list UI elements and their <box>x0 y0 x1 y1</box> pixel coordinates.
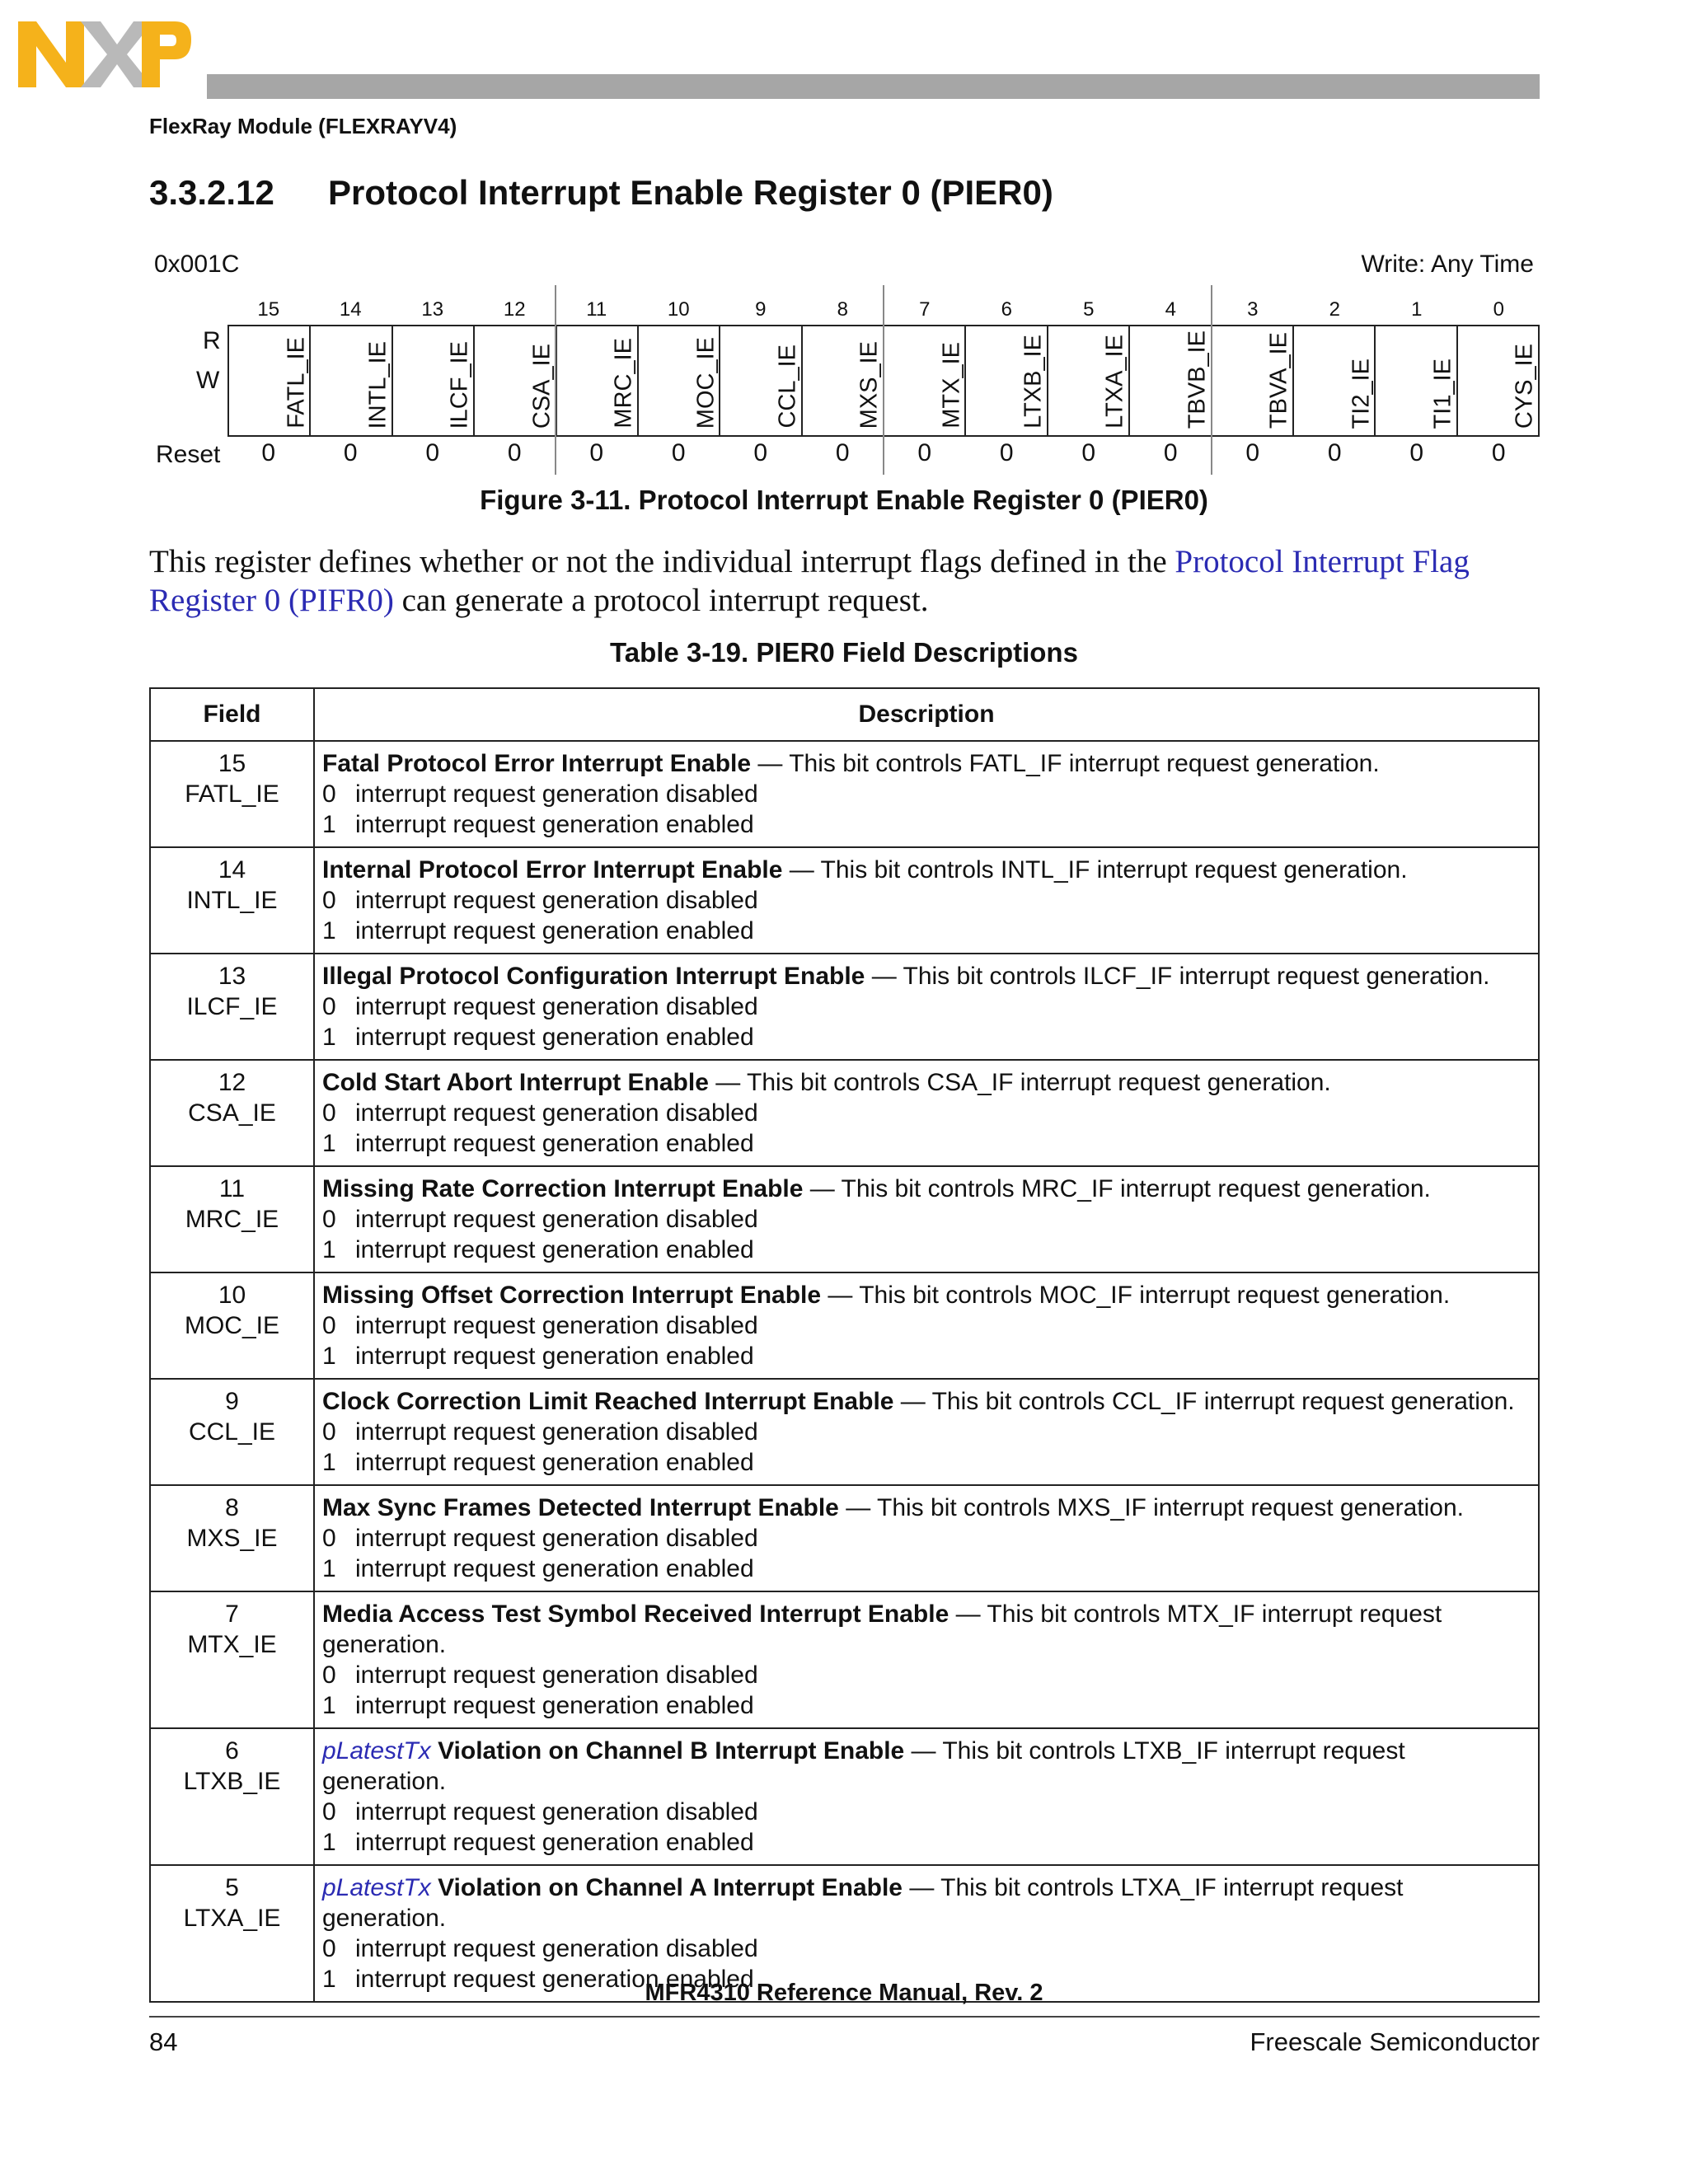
intro-text: This register defines whether or not the individual interrupt flags defined in the <box>149 544 1175 579</box>
field-name: INTL_IE <box>186 887 278 914</box>
reset-value: 0 <box>261 439 276 466</box>
bit-number: 6 <box>1001 298 1012 321</box>
field-title: Internal Protocol Error Interrupt Enable <box>322 856 783 883</box>
bit-field-cell <box>1130 326 1212 435</box>
bit-field-name: LTXB_IE <box>1020 335 1047 429</box>
bit-number: 13 <box>421 298 444 321</box>
bit-field-name: TI2_IE <box>1348 358 1375 429</box>
field-text: — This bit controls ILCF_IF interrupt request generation. <box>865 963 1490 990</box>
field-cell <box>150 1591 314 1728</box>
field-bit: 15 <box>218 750 246 777</box>
bit-number: 12 <box>503 298 526 321</box>
table-header-row <box>150 688 1539 741</box>
field-bit: 14 <box>218 856 246 883</box>
row-label-read: R <box>203 327 221 354</box>
bit-number: 1 <box>1411 298 1423 321</box>
field-cell <box>150 1060 314 1166</box>
description-cell <box>314 1485 1539 1591</box>
field-text: — This bit controls MRC_IF interrupt request generation. <box>803 1175 1431 1202</box>
field-name: CSA_IE <box>188 1099 276 1127</box>
bit-field-name: ILCF_IE <box>446 340 473 429</box>
bit-field-name: TBVA_IE <box>1265 331 1292 429</box>
reset-value: 0 <box>1081 439 1096 466</box>
field-bit: 5 <box>225 1874 239 1901</box>
field-text: — This bit controls MXS_IF interrupt request generation. <box>838 1494 1465 1521</box>
option-disabled: 0 interrupt request generation disabled <box>322 1418 758 1446</box>
option-enabled: 1 interrupt request generation enabled <box>322 1236 754 1263</box>
reset-value: 0 <box>507 439 522 466</box>
field-title: Illegal Protocol Configuration Interrupt Enable <box>322 963 865 990</box>
bit-field-name: MTX_IE <box>938 342 965 429</box>
bit-number: 10 <box>667 298 690 321</box>
description-cell <box>314 1060 1539 1166</box>
page-number: 84 <box>149 2027 178 2056</box>
description-cell <box>314 741 1539 847</box>
option-disabled: 0 interrupt request generation disabled <box>322 1798 758 1825</box>
intro-text: can generate a protocol interrupt request. <box>393 583 929 618</box>
table-row <box>150 847 1539 954</box>
option-disabled: 0 interrupt request generation disabled <box>322 993 758 1020</box>
bit-number: 11 <box>586 298 607 321</box>
field-text: — This bit controls FATL_IF interrupt request generation. <box>751 750 1380 777</box>
table-row <box>150 1060 1539 1166</box>
field-title-italic: pLatestTx <box>322 1737 431 1765</box>
description-cell <box>314 1728 1539 1865</box>
field-cell <box>150 1379 314 1485</box>
option-enabled: 1 interrupt request generation enabled <box>322 1692 754 1719</box>
header-bar <box>207 74 1540 99</box>
field-title: Missing Offset Correction Interrupt Enable <box>322 1282 822 1309</box>
field-name: LTXB_IE <box>183 1768 281 1795</box>
option-enabled: 1 interrupt request generation enabled <box>322 1449 754 1476</box>
bit-field-cell <box>475 326 556 435</box>
field-bit: 13 <box>218 963 246 990</box>
reset-value: 0 <box>1409 439 1424 466</box>
bit-field-name: MXS_IE <box>856 340 883 429</box>
description-cell <box>314 1591 1539 1728</box>
option-enabled: 1 interrupt request generation enabled <box>322 1130 754 1157</box>
row-label-reset: Reset <box>156 441 221 468</box>
field-bit: 8 <box>225 1494 239 1521</box>
section-heading <box>149 173 1053 213</box>
nibble-divider <box>883 285 884 475</box>
field-description-table <box>149 687 1540 2003</box>
bit-number: 8 <box>837 298 848 321</box>
bit-field-name: FATL_IE <box>283 337 310 429</box>
option-disabled: 0 interrupt request generation disabled <box>322 887 758 914</box>
bit-field-name: CSA_IE <box>528 343 556 429</box>
nibble-divider <box>1211 285 1212 475</box>
nibble-divider <box>555 285 556 475</box>
field-bit: 6 <box>225 1737 239 1765</box>
bit-field-cell <box>639 326 720 435</box>
bit-field-name: MRC_IE <box>610 338 637 429</box>
field-text: — This bit controls CCL_IF interrupt request generation. <box>893 1388 1515 1415</box>
table-row <box>150 1379 1539 1485</box>
column-header-field: Field <box>150 688 314 741</box>
field-name: FATL_IE <box>185 780 279 808</box>
field-text: — This bit controls INTL_IF interrupt request generation. <box>782 856 1408 883</box>
field-title: Cold Start Abort Interrupt Enable <box>322 1069 709 1096</box>
field-bit: 7 <box>225 1601 239 1628</box>
field-title: Fatal Protocol Error Interrupt Enable <box>322 750 752 777</box>
reset-value: 0 <box>425 439 440 466</box>
description-cell <box>314 1166 1539 1272</box>
field-title-italic: pLatestTx <box>322 1874 431 1901</box>
reset-value: 0 <box>999 439 1014 466</box>
field-bit: 11 <box>218 1175 246 1202</box>
field-title: Media Access Test Symbol Received Interrupt Enable <box>322 1601 950 1628</box>
field-title: Missing Rate Correction Interrupt Enable <box>322 1175 804 1202</box>
table-row <box>150 1591 1539 1728</box>
field-bit: 10 <box>218 1282 246 1309</box>
bit-field-cell <box>966 326 1048 435</box>
option-enabled: 1 interrupt request generation enabled <box>322 811 754 838</box>
bit-number: 7 <box>919 298 931 321</box>
nxp-logo <box>18 21 191 87</box>
footer-manual-title: MFR4310 Reference Manual, Rev. 2 <box>645 1980 1043 2006</box>
field-cell <box>150 847 314 954</box>
figure-caption: Figure 3-11. Protocol Interrupt Enable Register 0 (PIER0) <box>480 485 1208 515</box>
reset-value: 0 <box>1245 439 1260 466</box>
bit-field-cell <box>1212 326 1294 435</box>
bit-field-name: CCL_IE <box>774 344 801 429</box>
option-disabled: 0 interrupt request generation disabled <box>322 1525 758 1552</box>
register-address: 0x001C <box>154 251 240 278</box>
field-cell <box>150 741 314 847</box>
option-enabled: 1 interrupt request generation enabled <box>322 1966 754 1993</box>
option-disabled: 0 interrupt request generation disabled <box>322 1935 758 1962</box>
option-enabled: 1 interrupt request generation enabled <box>322 1829 754 1856</box>
reset-value: 0 <box>917 439 932 466</box>
bit-number: 3 <box>1247 298 1259 321</box>
description-cell <box>314 1272 1539 1379</box>
bit-number: 5 <box>1083 298 1095 321</box>
option-enabled: 1 interrupt request generation enabled <box>322 1555 754 1582</box>
reset-value: 0 <box>1491 439 1506 466</box>
option-enabled: 1 interrupt request generation enabled <box>322 1024 754 1051</box>
field-name: MRC_IE <box>185 1206 279 1233</box>
option-disabled: 0 interrupt request generation disabled <box>322 780 758 808</box>
bit-number: 2 <box>1329 298 1340 321</box>
bit-field-cell <box>393 326 475 435</box>
field-text: — This bit controls LTXB_IF interrupt request generation. <box>322 1737 1405 1795</box>
field-name: ILCF_IE <box>186 993 278 1020</box>
bit-number: 9 <box>755 298 767 321</box>
option-disabled: 0 interrupt request generation disabled <box>322 1312 758 1339</box>
reset-value: 0 <box>835 439 850 466</box>
reset-value: 0 <box>1327 439 1342 466</box>
bit-field-cell <box>803 326 884 435</box>
pifr0-link[interactable]: Protocol Interrupt Flag Register 0 (PIFR0) <box>149 544 1470 618</box>
table-row <box>150 1166 1539 1272</box>
bit-field-cell <box>1458 326 1538 435</box>
bit-field-cell <box>1048 326 1130 435</box>
register-access: Write: Any Time <box>1361 251 1534 278</box>
row-label-write: W <box>196 367 220 394</box>
bit-field-name: TI1_IE <box>1429 358 1456 429</box>
field-title: Violation on Channel A Interrupt Enable <box>430 1874 903 1901</box>
option-enabled: 1 interrupt request generation enabled <box>322 1343 754 1370</box>
bit-field-name: LTXA_IE <box>1101 335 1128 429</box>
option-enabled: 1 interrupt request generation enabled <box>322 917 754 944</box>
field-name: LTXA_IE <box>183 1905 281 1932</box>
table-row <box>150 1728 1539 1865</box>
bit-field-name: TBVB_IE <box>1184 330 1211 429</box>
reset-value: 0 <box>753 439 768 466</box>
description-cell <box>314 847 1539 954</box>
table-row <box>150 1485 1539 1591</box>
field-name: MXS_IE <box>186 1525 278 1552</box>
reset-value: 0 <box>1163 439 1178 466</box>
table-caption: Table 3-19. PIER0 Field Descriptions <box>610 637 1078 668</box>
bit-field-cell <box>229 326 311 435</box>
bit-field-name: INTL_IE <box>364 340 392 429</box>
field-title: Max Sync Frames Detected Interrupt Enable <box>322 1494 839 1521</box>
bit-number: 0 <box>1493 298 1504 321</box>
bit-field-cell <box>1376 326 1457 435</box>
bit-field-cell <box>557 326 639 435</box>
option-disabled: 0 interrupt request generation disabled <box>322 1099 758 1127</box>
field-bit: 12 <box>218 1069 246 1096</box>
publisher: Freescale Semiconductor <box>1250 2027 1540 2056</box>
field-name: CCL_IE <box>188 1418 276 1446</box>
footer-rule <box>149 2016 1540 2018</box>
field-text: — This bit controls MOC_IF interrupt request generation. <box>821 1282 1451 1309</box>
field-cell <box>150 1166 314 1272</box>
running-title: FlexRay Module (FLEXRAYV4) <box>149 114 457 138</box>
field-cell <box>150 1728 314 1865</box>
table-row <box>150 1272 1539 1379</box>
bit-number: 15 <box>257 298 280 321</box>
reset-value: 0 <box>589 439 604 466</box>
field-name: MOC_IE <box>184 1312 280 1339</box>
bit-field-cell <box>1294 326 1376 435</box>
field-name: MTX_IE <box>187 1631 277 1658</box>
field-cell <box>150 954 314 1060</box>
bit-field-cell <box>884 326 966 435</box>
field-text: — This bit controls MTX_IF interrupt request generation. <box>322 1601 1442 1658</box>
field-title: Violation on Channel B Interrupt Enable <box>430 1737 905 1765</box>
bit-number: 14 <box>339 298 362 321</box>
table-row <box>150 954 1539 1060</box>
field-cell <box>150 1272 314 1379</box>
bit-field-cell <box>720 326 802 435</box>
bit-field-cell <box>311 326 392 435</box>
field-text: — This bit controls CSA_IF interrupt request generation. <box>708 1069 1331 1096</box>
bit-field-name: CYS_IE <box>1511 343 1538 429</box>
field-bit: 9 <box>225 1388 239 1415</box>
field-title: Clock Correction Limit Reached Interrupt Enable <box>322 1388 894 1415</box>
field-text: — This bit controls LTXA_IF interrupt request generation. <box>322 1874 1404 1932</box>
description-cell <box>314 1379 1539 1485</box>
reset-value: 0 <box>343 439 358 466</box>
field-cell <box>150 1485 314 1591</box>
section-number: 3.3.2.12 <box>149 173 274 212</box>
bit-field-name: MOC_IE <box>692 336 720 429</box>
description-cell <box>314 954 1539 1060</box>
reset-value: 0 <box>671 439 686 466</box>
table-row <box>150 741 1539 847</box>
option-disabled: 0 interrupt request generation disabled <box>322 1661 758 1689</box>
bit-number: 4 <box>1165 298 1176 321</box>
section-title: Protocol Interrupt Enable Register 0 (PIER0) <box>328 173 1053 212</box>
option-disabled: 0 interrupt request generation disabled <box>322 1206 758 1233</box>
intro-paragraph <box>149 542 1550 620</box>
column-header-description: Description <box>314 688 1539 741</box>
